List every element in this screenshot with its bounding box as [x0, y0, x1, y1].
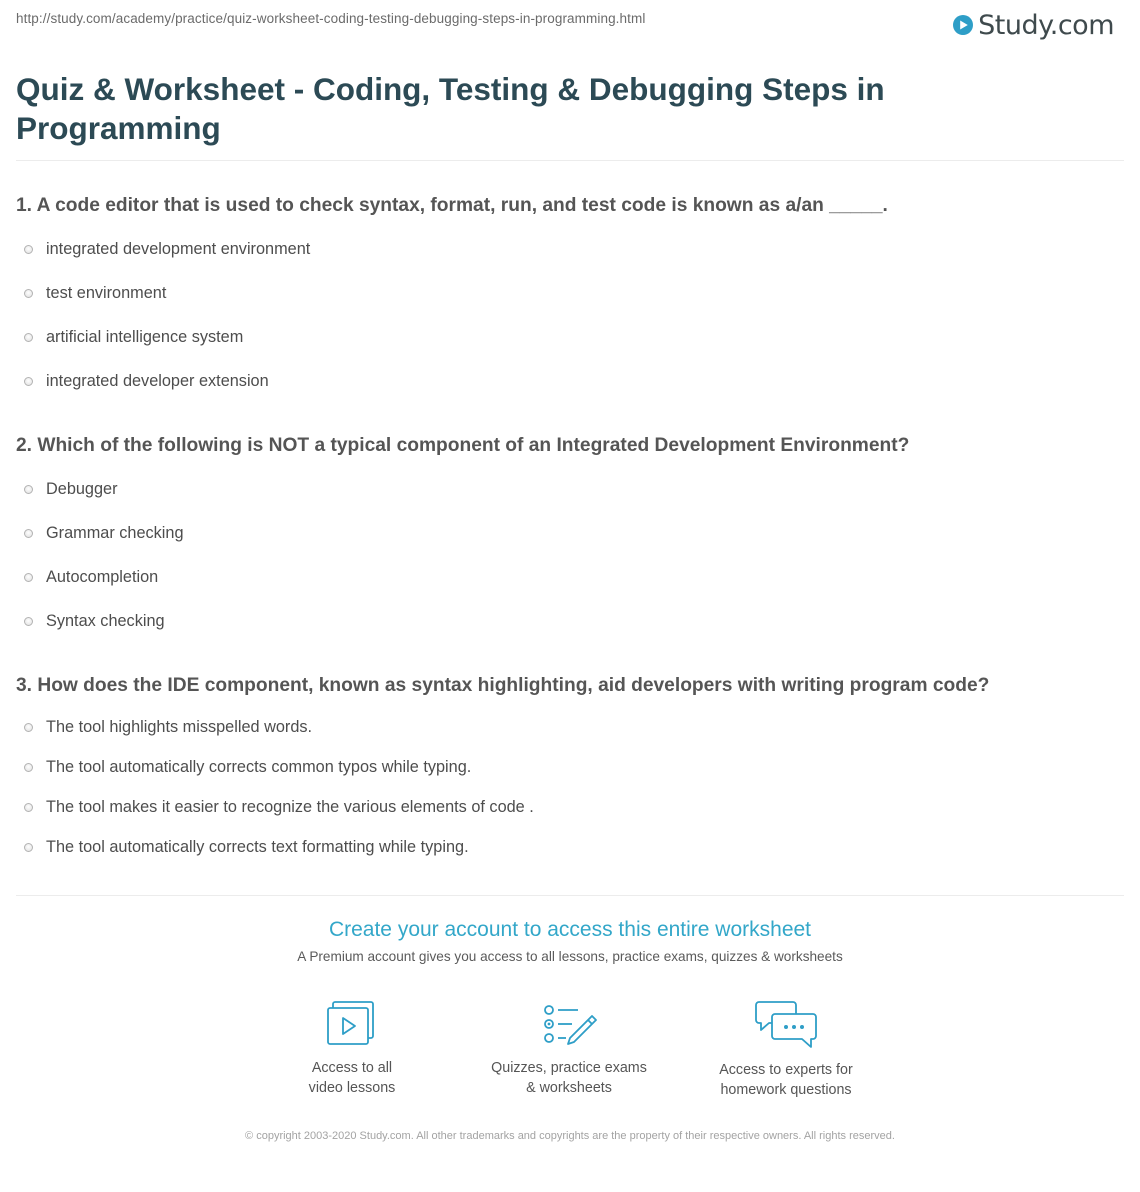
radio-button-icon[interactable] — [24, 803, 33, 812]
feature-line: & worksheets — [526, 1080, 612, 1096]
radio-button-icon[interactable] — [24, 377, 33, 386]
create-account-link[interactable]: Create your account to access this entire worksheet — [328, 918, 812, 941]
answer-option[interactable] — [24, 756, 471, 778]
answer-option[interactable] — [24, 238, 310, 260]
answer-option[interactable] — [24, 326, 243, 348]
answer-label: The tool automatically corrects text formatting while typing. — [46, 837, 469, 856]
question-text: 2. Which of the following is NOT a typical component of an Integrated Development Environment? — [16, 435, 910, 456]
feature-line: Quizzes, practice exams — [491, 1060, 647, 1076]
answer-option[interactable] — [24, 566, 158, 588]
play-logo-icon — [952, 14, 974, 36]
answer-option[interactable] — [24, 370, 269, 392]
radio-button-icon[interactable] — [24, 529, 33, 538]
logo-wordmark: Study.com — [978, 9, 1114, 41]
quiz-checklist-icon — [540, 1000, 598, 1048]
page-url: http://study.com/academy/practice/quiz-worksheet-coding-testing-debugging-steps-in-programming.html — [16, 11, 646, 26]
feature-line: homework questions — [720, 1082, 852, 1098]
answer-label: The tool automatically corrects common typos while typing. — [46, 757, 472, 776]
radio-button-icon[interactable] — [24, 245, 33, 254]
answer-option[interactable] — [24, 610, 165, 632]
answer-option[interactable] — [24, 522, 184, 544]
answer-option[interactable] — [24, 836, 469, 858]
feature-label — [686, 1060, 886, 1100]
answer-label: Grammar checking — [46, 523, 184, 542]
radio-button-icon[interactable] — [24, 617, 33, 626]
answer-label: The tool makes it easier to recognize the various elements of code . — [46, 797, 534, 816]
radio-button-icon[interactable] — [24, 333, 33, 342]
answer-option[interactable] — [24, 478, 118, 500]
answer-label: test environment — [46, 283, 167, 302]
answer-option[interactable] — [24, 282, 166, 304]
feature-label — [469, 1058, 669, 1098]
answer-label: integrated development environment — [46, 239, 311, 258]
expert-chat-icon — [753, 1000, 819, 1050]
feature-quizzes — [469, 1000, 669, 1098]
radio-button-icon[interactable] — [24, 843, 33, 852]
radio-button-icon[interactable] — [24, 763, 33, 772]
radio-button-icon[interactable] — [24, 485, 33, 494]
copyright-notice: © copyright 2003-2020 Study.com. All other trademarks and copyrights are the property of their respective owners. All rights reserved. — [245, 1130, 895, 1142]
page-title: Quiz & Worksheet - Coding, Testing & Debugging Steps in Programming — [16, 71, 885, 146]
radio-button-icon[interactable] — [24, 289, 33, 298]
video-lessons-icon — [324, 1000, 380, 1048]
feature-line: Access to experts for — [719, 1062, 853, 1078]
study-logo[interactable] — [952, 8, 1114, 42]
answer-label: The tool highlights misspelled words. — [46, 717, 313, 736]
question-text: 3. How does the IDE component, known as syntax highlighting, aid developers with writing program code? — [16, 675, 990, 696]
answer-label: Autocompletion — [46, 567, 159, 586]
feature-label — [252, 1058, 452, 1098]
feature-experts — [686, 1000, 886, 1100]
feature-line: video lessons — [308, 1080, 396, 1096]
answer-option[interactable] — [24, 796, 534, 818]
radio-button-icon[interactable] — [24, 723, 33, 732]
premium-description: A Premium account gives you access to all lessons, practice exams, quizzes & worksheets — [297, 949, 843, 964]
title-divider — [16, 160, 1124, 161]
cta-divider — [16, 895, 1124, 896]
radio-button-icon[interactable] — [24, 573, 33, 582]
answer-option[interactable] — [24, 716, 312, 738]
answer-label: integrated developer extension — [46, 371, 269, 390]
question-text: 1. A code editor that is used to check syntax, format, run, and test code is known as a/an _____. — [16, 195, 888, 216]
feature-video-lessons — [252, 1000, 452, 1098]
answer-label: Syntax checking — [46, 611, 165, 630]
feature-line: Access to all — [311, 1060, 393, 1076]
answer-label: Debugger — [46, 479, 118, 498]
answer-label: artificial intelligence system — [46, 327, 244, 346]
